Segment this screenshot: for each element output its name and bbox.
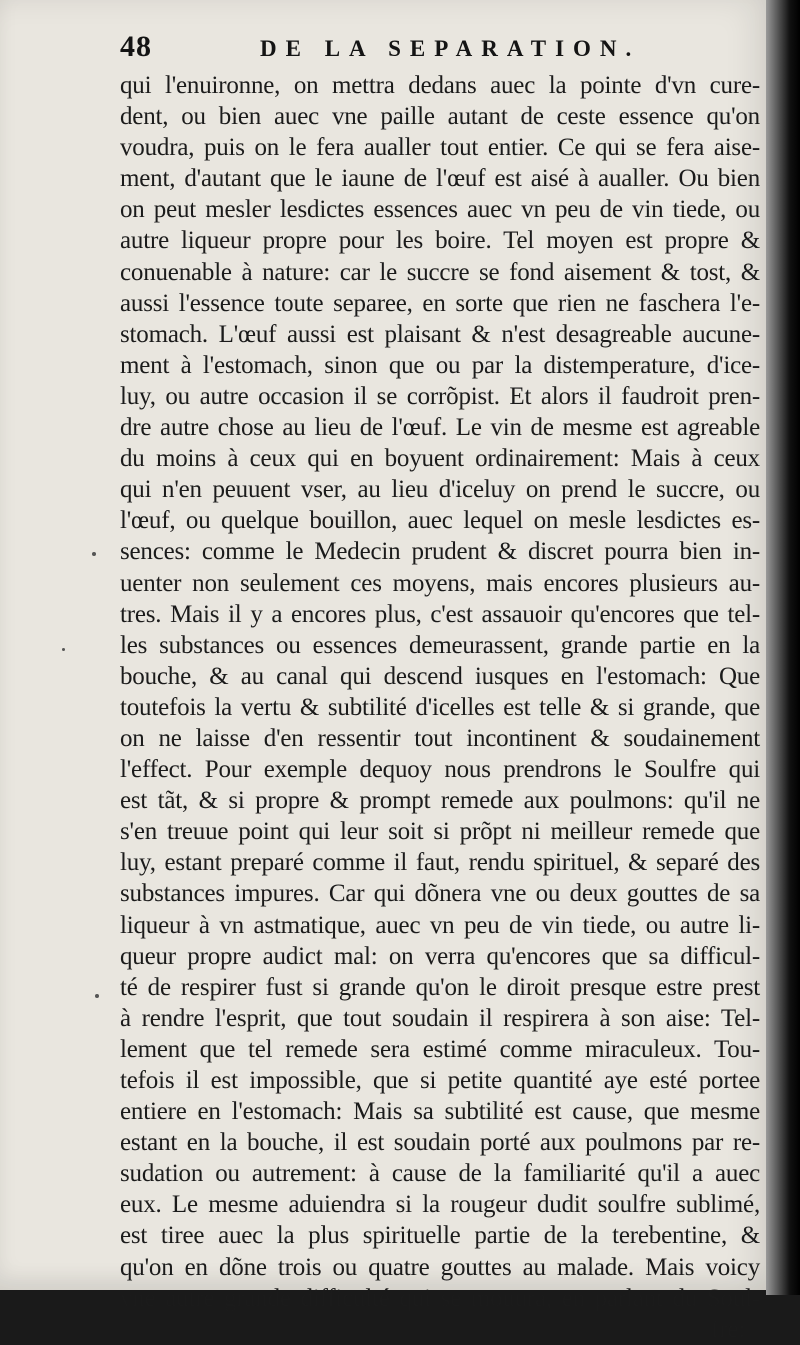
running-title: DE LA SEPARATION. (260, 36, 641, 61)
text-line: luy, estant preparé comme il faut, rendu spirituel, & separé des (120, 849, 760, 877)
text-line: les substances ou essences demeurassent, grande partie en la (120, 631, 760, 659)
text-line: estant en la bouche, il est soudain porté aux poulmons par re- (120, 1129, 760, 1157)
text-line: autre liqueur propre pour les boire. Tel moyen est propre & (120, 227, 760, 255)
ink-speck (62, 648, 65, 651)
text-line: té de respirer fust si grande qu'on le diroit presque estre prest (120, 973, 760, 1001)
text-line: vne autre grande difficulté qui se mouura, en parlant du Soul- (120, 1284, 760, 1312)
text-line: ment, d'autant que le iaune de l'œuf est aisé à aualler. Ou bien (120, 165, 760, 193)
text-line: voudra, puis on le fera aualler tout entier. Ce qui se fera aise- (120, 134, 760, 162)
text-line: qu'on en dõne trois ou quatre gouttes au malade. Mais voicy (120, 1253, 760, 1281)
text-line: aussi l'essence toute separee, en sorte que rien ne faschera l'e- (120, 289, 760, 317)
book-gutter-shadow (766, 0, 800, 1295)
text-line: lement que tel remede sera estimé comme miraculeux. Tou- (120, 1035, 760, 1063)
text-line: sences: comme le Medecin prudent & discret pourra bien in- (120, 538, 760, 566)
text-line: qui l'enuironne, on mettra dedans auec la pointe d'vn cure- (120, 72, 760, 99)
text-line: du moins à ceux qui en boyuent ordinairement: Mais à ceux (120, 445, 760, 473)
text-line: s'en treuue point qui leur soit si prõpt ni meilleur remede que (120, 818, 760, 846)
text-line: l'effect. Pour exemple dequoy nous prendrons le Soulfre qui (120, 756, 760, 784)
ink-speck (95, 994, 99, 998)
text-line: dent, ou bien auec vne paille autant de ceste essence qu'on (120, 103, 760, 131)
text-line: conuenable à nature: car le succre se fond aisement & tost, & (120, 258, 760, 286)
ink-speck (92, 552, 96, 556)
text-line: entiere en l'estomach: Mais sa subtilité est cause, que mesme (120, 1098, 760, 1126)
text-line: on ne laisse d'en ressentir tout incontinent & soudainement (120, 724, 760, 752)
text-line: qui n'en peuuent vser, au lieu d'iceluy on prend le succre, ou (120, 476, 760, 504)
text-line: uenter non seulement ces moyens, mais encores plusieurs au- (120, 569, 760, 597)
text-line: eux. Le mesme aduiendra si la rougeur dudit soulfre sublimé, (120, 1191, 760, 1219)
text-line: est tiree auec la plus spirituelle partie de la terebentine, & (120, 1222, 760, 1250)
page-number: 48 (120, 30, 152, 63)
text-line: tefois il est impossible, que si petite quantité aye esté portee (120, 1067, 760, 1094)
text-line: bouche, & au canal qui descend iusques en l'estomach: Que (120, 662, 760, 690)
text-line: l'œuf, ou quelque bouillon, auec lequel on mesle lesdictes es- (120, 507, 760, 535)
text-line: dre autre chose au lieu de l'œuf. Le vin de mesme est agreable (120, 414, 760, 442)
text-line: sudation ou autrement: à cause de la familiarité qu'il a auec (120, 1160, 760, 1188)
text-line: à rendre l'esprit, que tout soudain il respirera à son aise: Tel- (120, 1004, 760, 1032)
text-line: queur propre audict mal: on verra qu'encores que sa difficul- (120, 942, 760, 970)
text-line: substances impures. Car qui dõnera vne ou deux gouttes de sa (120, 880, 760, 908)
text-line: luy, ou autre occasion il se corrõpist. Et alors il faudroit pren- (120, 382, 760, 410)
catchword: fre: (711, 1315, 745, 1343)
text-line: stomach. L'œuf aussi est plaisant & n'est desagreable aucune- (120, 320, 760, 348)
text-line: ment à l'estomach, sinon que ou par la distemperature, d'ice- (120, 351, 760, 379)
text-line: est tãt, & si propre & prompt remede aux poulmons: qu'il ne (120, 787, 760, 815)
text-line: toutefois la vertu & subtilité d'icelles est telle & si grande, que (120, 693, 760, 721)
body-text (120, 70, 760, 1345)
text-line: tres. Mais il y a encores plus, c'est assauoir qu'encores que tel- (120, 600, 760, 628)
text-line: on peut mesler lesdictes essences auec vn peu de vin tiede, ou (120, 196, 760, 224)
text-line: liqueur à vn astmatique, auec vn peu de vin tiede, ou autre li- (120, 911, 760, 939)
page-header (120, 30, 720, 70)
